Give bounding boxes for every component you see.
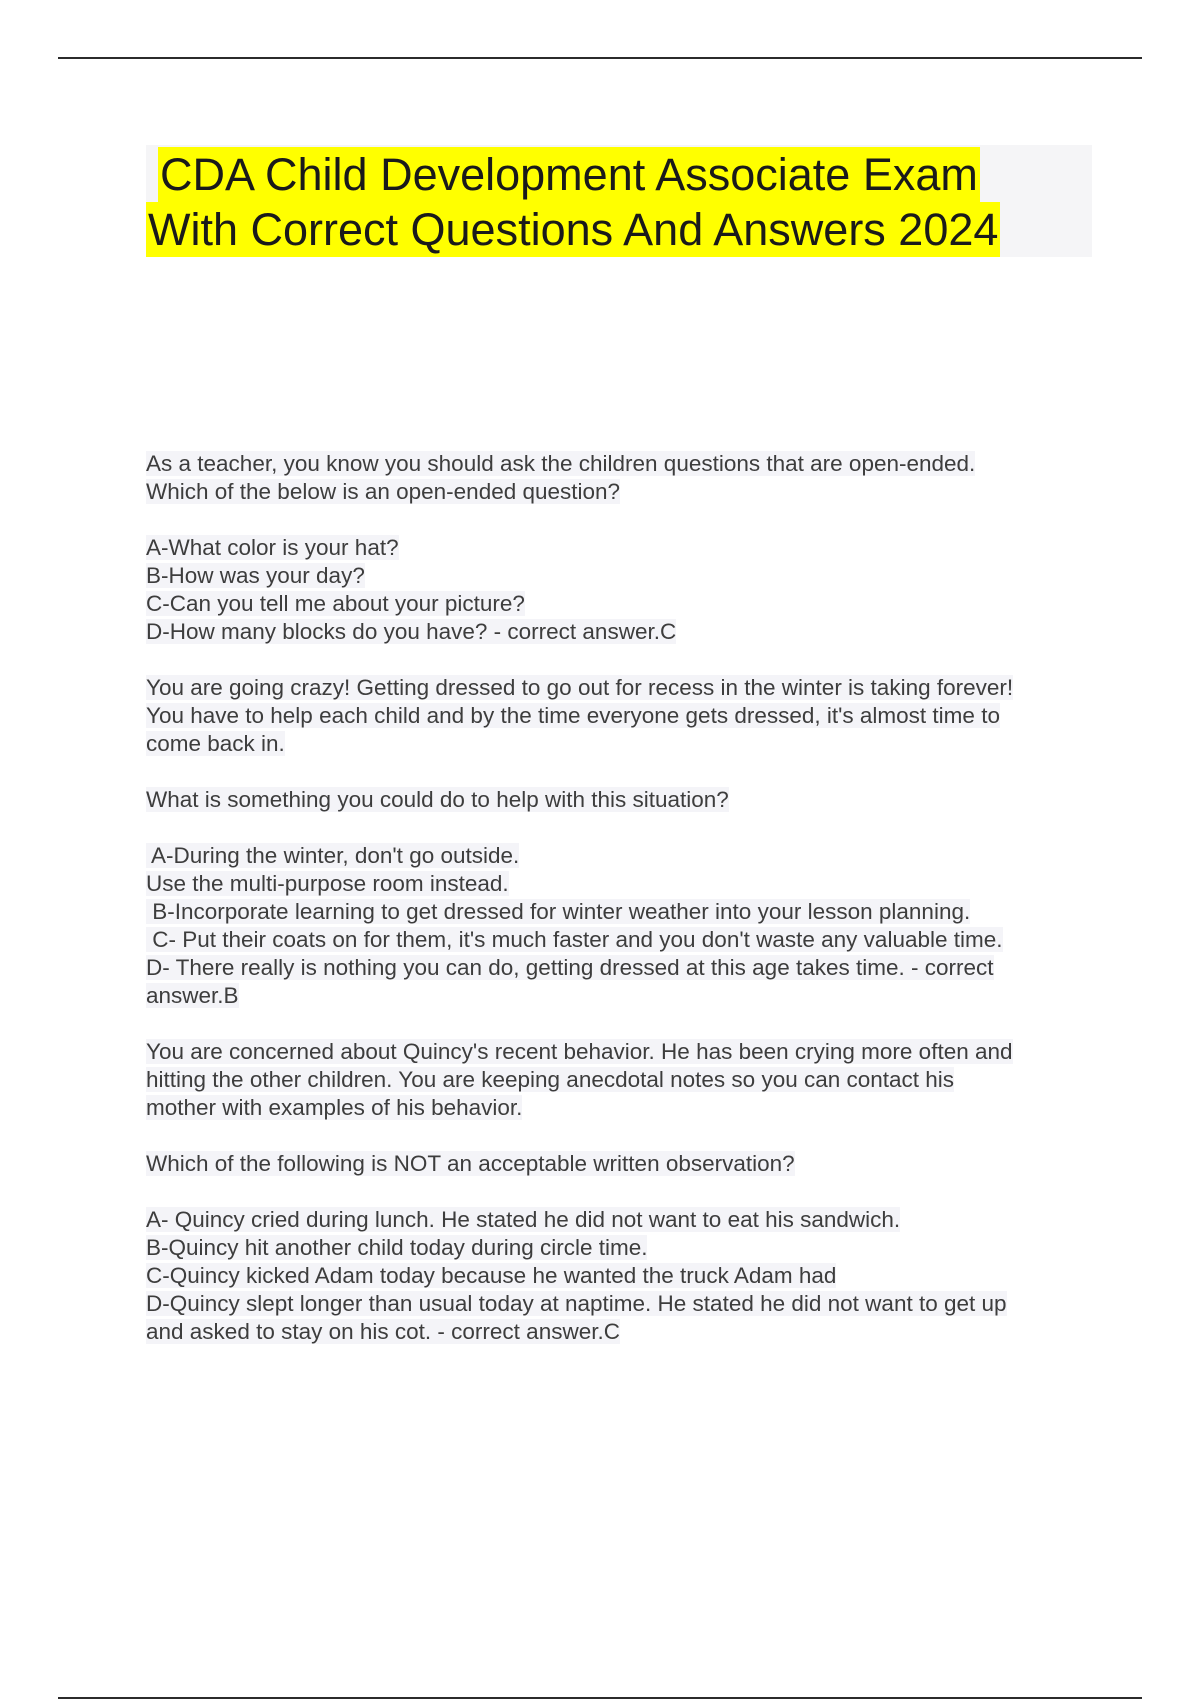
answer-option xyxy=(146,1262,1106,1290)
answer-option xyxy=(146,1234,1106,1262)
answer-option xyxy=(146,842,1106,870)
question-3-subprompt: Which of the following is NOT an acceptable written observation? xyxy=(146,1151,795,1176)
question-1-option-b: B-How was your day? xyxy=(146,563,365,588)
question-3-option-a: A- Quincy cried during lunch. He stated he did not want to eat his sandwich. xyxy=(146,1207,901,1232)
question-1-prompt-line-1: As a teacher, you know you should ask the children questions that are open-ended. xyxy=(146,451,976,476)
question-3-option-d: D-Quincy slept longer than usual today at naptime. He stated he did not want to get up xyxy=(146,1291,1007,1316)
question-2-answer: answer.B xyxy=(146,983,239,1008)
question-3-prompt-line-2: hitting the other children. You are keeping anecdotal notes so you can contact his xyxy=(146,1067,955,1092)
document-title-line-1: CDA Child Development Associate Exam xyxy=(160,149,978,200)
question-text xyxy=(146,730,1106,758)
question-2 xyxy=(146,674,1106,1010)
question-3-answer: and asked to stay on his cot. - correct answer.C xyxy=(146,1319,620,1344)
question-subprompt xyxy=(146,1150,1106,1178)
question-3-prompt-line-3: mother with examples of his behavior. xyxy=(146,1095,523,1120)
answer-option xyxy=(146,1206,1106,1234)
question-subprompt xyxy=(146,786,1106,814)
answer-option xyxy=(146,954,1106,982)
question-text xyxy=(146,1066,1106,1094)
answer-option xyxy=(146,870,1106,898)
answer-option xyxy=(146,898,1106,926)
answer-option xyxy=(146,926,1106,954)
question-2-prompt-line-3: come back in. xyxy=(146,731,285,756)
answer-option xyxy=(146,618,1106,646)
question-2-prompt-line-2: You have to help each child and by the time everyone gets dressed, it's almost time to xyxy=(146,703,1000,728)
question-text xyxy=(146,450,1106,478)
answer-option xyxy=(146,1290,1106,1318)
question-text xyxy=(146,1038,1106,1066)
question-1-option-c: C-Can you tell me about your picture? xyxy=(146,591,525,616)
top-rule xyxy=(58,57,1142,59)
question-text xyxy=(146,702,1106,730)
question-1-prompt-line-2: Which of the below is an open-ended question? xyxy=(146,479,621,504)
question-2-option-a: A-During the winter, don't go outside. xyxy=(146,843,520,868)
document-body xyxy=(146,450,1106,1346)
question-3-option-c: C-Quincy kicked Adam today because he wanted the truck Adam had xyxy=(146,1263,837,1288)
question-2-option-b: B-Incorporate learning to get dressed for winter weather into your lesson planning. xyxy=(146,899,971,924)
answer-option xyxy=(146,1318,1106,1346)
answer-option xyxy=(146,562,1106,590)
question-1-option-a: A-What color is your hat? xyxy=(146,535,399,560)
bottom-rule xyxy=(58,1697,1142,1699)
answer-option xyxy=(146,982,1106,1010)
question-2-subprompt: What is something you could do to help with this situation? xyxy=(146,787,729,812)
question-3-option-b: B-Quincy hit another child today during circle time. xyxy=(146,1235,648,1260)
question-1 xyxy=(146,450,1106,646)
answer-option xyxy=(146,534,1106,562)
question-3 xyxy=(146,1038,1106,1346)
question-2-option-d: D- There really is nothing you can do, getting dressed at this age takes time. - correct xyxy=(146,955,994,980)
answer-option xyxy=(146,590,1106,618)
question-3-prompt-line-1: You are concerned about Quincy's recent behavior. He has been crying more often and xyxy=(146,1039,1013,1064)
question-2-option-a-cont: Use the multi-purpose room instead. xyxy=(146,871,509,896)
question-text xyxy=(146,478,1106,506)
question-2-option-c: C- Put their coats on for them, it's much faster and you don't waste any valuable time. xyxy=(146,927,1003,952)
document-title-line-2: With Correct Questions And Answers 2024 xyxy=(148,204,999,255)
question-text xyxy=(146,1094,1106,1122)
question-2-prompt-line-1: You are going crazy! Getting dressed to go out for recess in the winter is taking forever! xyxy=(146,675,1014,700)
question-1-option-d: D-How many blocks do you have? - correct answer.C xyxy=(146,619,677,644)
question-text xyxy=(146,674,1106,702)
